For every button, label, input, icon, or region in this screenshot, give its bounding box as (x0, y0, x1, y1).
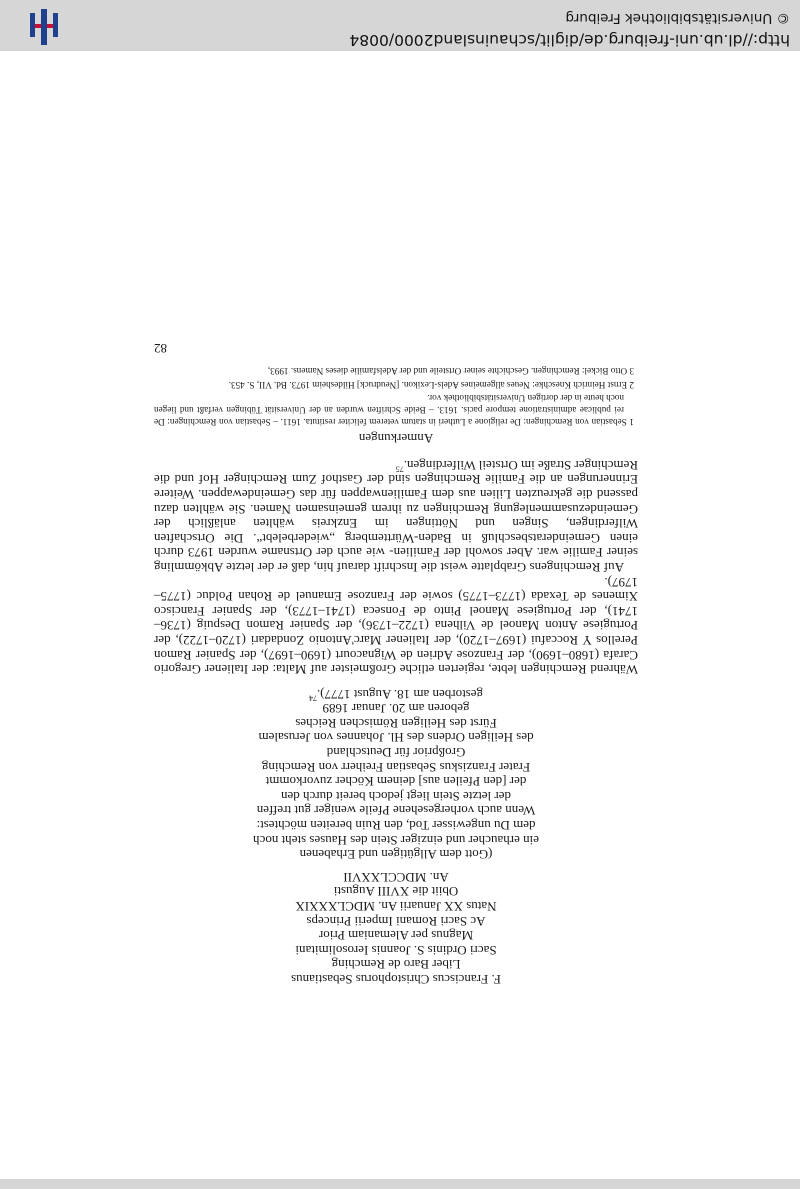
translation-text: (Gott dem Allgütigen und Erhabenen (299, 847, 493, 863)
translation-text: dem Du ungewisser Tod, den Ruin bereiten möchtest: (256, 818, 536, 834)
translation-line (154, 847, 638, 862)
paragraph-remchingen-legacy (154, 457, 638, 574)
page-number: 82 (154, 340, 167, 356)
translation-line (154, 803, 638, 818)
translation-line (154, 715, 638, 730)
translation-line (154, 745, 638, 760)
translation-line (154, 686, 638, 701)
inscription-line: Natus XX Januarii An. MDCLXXXIX (295, 899, 497, 915)
translation-text: Wenn auch vorhergesehene Pfeile weniger gut treffen (256, 803, 536, 819)
translation-line (154, 730, 638, 745)
footnote: 3 Otto Bickel: Remchingen. Geschichte seiner Ortsteile und der Adelsfamilie dieses Namens. 1993, (267, 366, 634, 377)
copyright-holder: © Universitätsbibliothek Freiburg (565, 10, 790, 26)
inscription-line: F. Franciscus Christophorus Sebastianus (291, 972, 501, 987)
page-content (154, 340, 638, 986)
paragraph-text: Auf Remchingens Grabplatte weist die Inschrift darauf hin, daß er der letzte Abkömmling seiner Familie war. Aber sowohl der Familien- wie auch der Ortsname wurden 1973 durch einen Gemeinderatsbeschluß in Baden-Württemberg „wiederbelebt“. Die Ortschaften Wilferdingen, Singen und Nöttingen im Enzkreis wählten anläßlich der Gemeindezusammenlegung Remchingen zu ihrem gemeinsamen Namen. Sie wählten dazu passend die gekreuzten Lilien aus dem Familienwappen für das Gemeindewappen. Weitere Erinnerungen an die Familie Remchingen sind der Gasthof Zum Remchinger Hof und die Remchinger Straße im Ortsteil Wilferdingen. (154, 457, 638, 575)
inscription-line: Ac Sacri Romani Imperii Princeps (306, 913, 486, 929)
footnote-ref: 75 (395, 464, 404, 474)
translation-line (154, 832, 638, 847)
inscription-line: An. MDCCLXXVII (343, 869, 449, 885)
translation-text: gestorben am 18. August 1777). (316, 686, 484, 702)
translation-line (154, 701, 638, 716)
footnote: 1 Sebastian von Remchingen: De religione a Lutheri in statum veterem feliciter restituta. 1611. – Sebastian von Remchingen: De rei publicae administratione tempore pacis. 1613. – Beide Schriften wurden an der Universität Tübingen verfaßt und liegen noch heute in der dortigen Universitätsbibliothek vor. (154, 393, 634, 427)
inscription-line: Sacri Ordinis S. Joannis Ierosolimitani (295, 942, 497, 958)
translation-line (154, 774, 638, 789)
german-translation (154, 686, 638, 861)
footer-bar (0, 0, 800, 51)
footnote-ref: 74 (308, 693, 317, 703)
inscription-line: Magnus per Alemaniam Prior (318, 928, 474, 944)
paragraph-grand-masters: Während Remchingen lebte, regierten etliche Großmeister auf Malta: der Italiener Gregorio Carafa (1680–1690), der Franzose Adrien de Wignacourt (1690–1697), der Spanier Ramon Perellos Y Roccafui (1697–1720), der Italiener Marc'Antonio Zondadari (1720–1722), der Portugiese Anton Manoel de Vilhena (1722–1736), der Spanier Ramon Despuig (1736–1741), der Portugiese Manoel Pinto de Fonseca (1741–1773), der Spanier Francisco Ximenes de Texada (1773–1775) sowie der Franzose Emanuel de Rohan Polduc (1775–1797). (154, 574, 638, 678)
notes-list (154, 365, 638, 427)
translation-text: Fürst des Heiligen Römischen Reiches (295, 715, 497, 731)
inscription-line: Obiit die XVIII Augusti (333, 884, 459, 900)
translation-line (154, 788, 638, 803)
notes-heading: Anmerkungen (358, 431, 434, 447)
translation-text: des Heiligen Ordens des Hl. Johannes von Jerusalem (258, 730, 534, 746)
footnote: 2 Ernst Heinrich Kneschke: Neues allgemeines Adels-Lexikon. [Neudruck] Hildesheim 1973. Bd. VII, S. 453. (228, 379, 634, 390)
top-bar (0, 1179, 800, 1189)
translation-line (154, 817, 638, 832)
source-url[interactable]: http://dl.ub.uni-freiburg.de/diglit/schauinsland2000/0084 (349, 31, 790, 49)
translation-line (154, 759, 638, 774)
translation-text: ein erhaucher und einziger Stein des Hauses steht noch (253, 832, 539, 848)
translation-text: Frater Franziskus Sebastian Freiherr von Remching (261, 759, 531, 775)
latin-inscription (154, 869, 638, 986)
translation-text: der letzte Stein liegt jedoch bereit durch den (281, 788, 511, 804)
inscription-line: Liber Baro de Remching (331, 957, 461, 973)
library-logo-icon (24, 7, 64, 47)
translation-text: der [den Pfeilen aus] deinem Köcher zuvorkommt (265, 774, 527, 790)
translation-text: geboren am 20. Januar 1689 (322, 701, 470, 717)
translation-text: Großprior für Deutschland (326, 745, 466, 761)
